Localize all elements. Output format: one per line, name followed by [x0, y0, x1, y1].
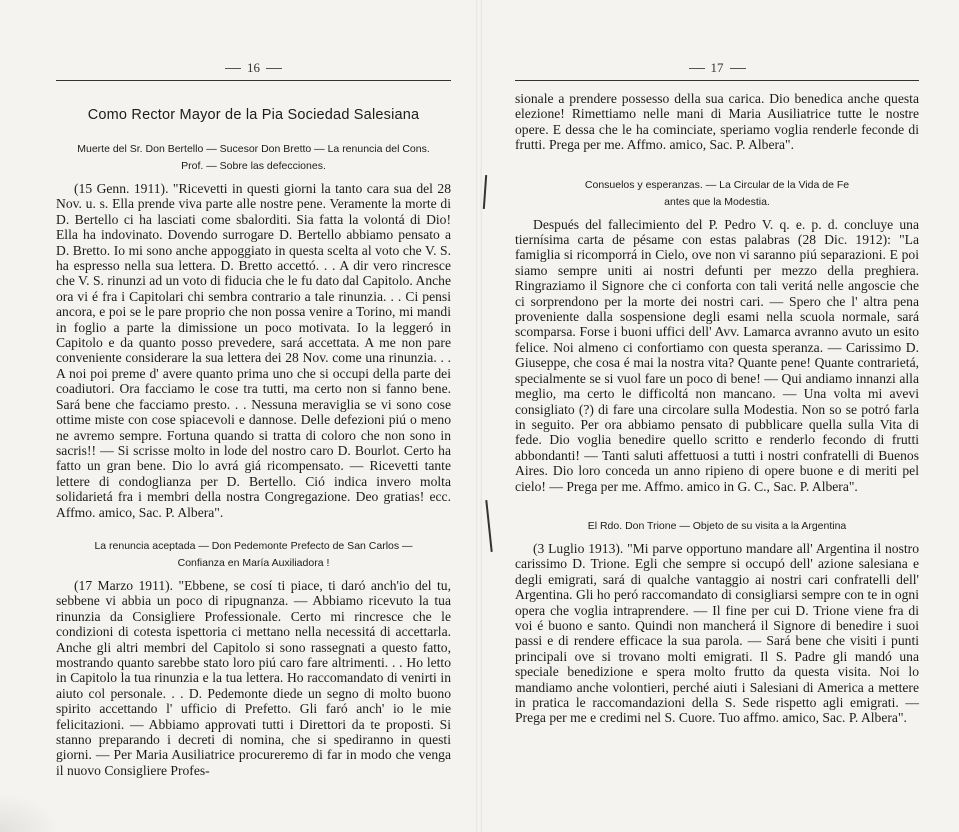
section-heading — [515, 177, 919, 211]
right-page-number: 17 — [710, 60, 724, 75]
folio-dash — [730, 68, 746, 69]
paper-stain — [0, 792, 60, 832]
section-heading — [56, 538, 451, 572]
section-heading-line: Consuelos y esperanzas. — La Circular de la Vida de Fe — [584, 178, 850, 191]
letter-paragraph: (3 Luglio 1913). "Mi parve opportuno mandare all' Argentina il nostro carissimo D. Trione. Egli che sempre si occupó dell' azione salesiana e degli emigrati, sará di qualche vantaggio ai nostri cari confratelli dell' Argentina. Gli ho peró raccomandato di consigliarsi sempre con te in ogni opera che voglia intraprendere. — Il fine per cui D. Trione viene fra di voi é buono e santo. Quindi non mancherá il Signore di benedire i suoi passi e di rendere efficace la sua parola. — Sará bene che visiti i punti principali ove si trovano molti emigrati. Il S. Padre gli mandó una speciale benedizione e spera molto frutto da questa visita. Noi lo mandiamo anche volontieri, perché aiuti i Salesiani di America a mettere in pratica le raccomandazioni della S. Sede rispetto agli emigrati. — Prega per me e credimi nel S. Cuore. Tuo affmo. amico, Sac. P. Albera". — [515, 540, 919, 726]
section-heading-line: El Rdo. Don Trione — Objeto de su visita a la Argentina — [587, 519, 847, 532]
right-page — [479, 0, 959, 832]
section-heading — [56, 141, 451, 175]
left-page-number: 16 — [247, 60, 260, 75]
right-page-folio — [515, 60, 919, 76]
folio-dash — [689, 68, 705, 69]
chapter-title: Como Rector Mayor de la Pia Sociedad Salesiana — [87, 107, 420, 123]
section-heading-line: Prof. — Sobre las defecciones. — [181, 160, 326, 172]
continuation-paragraph: sionale a prendere possesso della sua carica. Dio benedica anche questa elezione! Rimettiamo nelle mani di Maria Ausiliatrice tutte le nostre opere. E dessa che le ha cominciate, speriamo voglia renderle feconde di frutti. Prega per me. Affmo. amico, Sac. P. Albera". — [515, 91, 919, 153]
section-heading-line: Confianza en María Auxiliadora ! — [177, 556, 330, 569]
folio-dash — [225, 68, 241, 69]
section-heading-line: La renuncia aceptada — Don Pedemonte Prefecto de San Carlos — — [94, 539, 413, 552]
section-heading-line: Muerte del Sr. Don Bertello — Sucesor Don Bretto — La renuncia del Cons. — [77, 143, 430, 155]
left-page-folio — [56, 60, 451, 76]
folio-dash — [266, 68, 282, 69]
left-page — [0, 0, 479, 832]
letter-paragraph: Después del fallecimiento del P. Pedro V. q. e. p. d. concluye una tiernísima carta de pésame con estas palabras (28 Dic. 1912): "La famiglia si ricomporrá in Cielo, ove non vi saranno piú separazioni. E poi siamo sempre uniti ai nostri defunti per mezzo della preghiera. Ringraziamo il Signore che ci conforta con tali veritá nelle angoscie che ci sorprendono per la morte dei nostri cari. — Spero che l' altra pena proveniente dalla sospensione degli esami nella scuola normale, sará scomparsa. Forse i buoni uffici dell' Avv. Lamarca avranno avuto un esito felice. Noi almeno ci confortiamo con questa speranza. — Carissimo D. Giuseppe, che cosa é mai la nostra vita? Quante pene! Quante contrarietá, specialmente se si vuol fare un poco di bene! — Qui andiamo innanzi alla meglio, ma certo le difficoltá non mancano. — Una volta mi avevi consigliato (?) di fare una circolare sulla Modestia. Non so se potró farla in seguito. Per ora abbiamo pensato di pubblicare quella sulla Vita di fede. Dio voglia benedire quello scritto e renderlo fecondo di frutti abbondanti! — Tanti saluti affettuosi a tutti i nostri confratelli di Buenos Aires. Dio loro conceda un anno ripieno di opere buone e di meriti pel cielo! — Prega per me. Affmo. amico in G. C., Sac. P. Albera". — [515, 216, 919, 494]
header-rule — [56, 80, 451, 81]
letter-paragraph: (17 Marzo 1911). "Ebbene, se cosí ti piace, ti daró anch'io del tu, sebbene vi abbia un poco di ripugnanza. — Abbiamo ricevuto la tua rinunzia da Consigliere Professionale. Certo mi rincresce che le condizioni di cotesta ispettoria ci mettano nella necessitá di accettarla. Anche gli altri membri del Capitolo si sono rassegnati a questo fatto, mostrando quanto sarebbe stato loro piú caro fare altrimenti. . . Ho letto in Capitolo la tua rinunzia e la tua lettera. Ho raccomandato di venirti in aiuto col personale. . . D. Pedemonte diede un segno di molto buono spirito accettando l' ufficio di Prefetto. Gli faró anch' io le mie felicitazioni. — Abbiamo approvati tutti i Direttori da te proposti. Si stanno preparando i decreti di nomina, che si spediranno in questi giorni. — Per Maria Ausiliatrice procureremo di far in modo che venga il nuovo Consigliere Profes- — [56, 577, 451, 778]
letter-paragraph: (15 Genn. 1911). "Ricevetti in questi giorni la tanto cara sua del 28 Nov. u. s. Ella prende viva parte alle nostre pene. Veramente la morte di D. Bertello ci ha lasciati come sbalorditi. Sia fatta la volontá di Dio! Ella ha indovinato. Dovendo surrogare D. Bertello abbiamo pensato a D. Bretto. Io mi sono anche appoggiato in questa scelta al voto che V. S. ha espresso nella sua lettera. D. Bretto accettó. . . A dir vero rincresce che V. S. rinunzi ad un voto di fiducia che le fu dato dal Capitolo. Anche ora vi é fra i Capitolari chi sembra contrario a tale rinunzia. . . Ci pensi ancora, e poi se le pare proprio che non possa venire a Torino, mi mandi in foglio a parte la dimissione un poco motivata. Io la leggeró in Capitolo e da quanto posso prevedere, sará accettata. A me non pare conveniente considerare la sua lettera dei 28 Nov. come una rinunzia. . . A noi poi preme d' avere quanto prima uno che si occupi della parte dei coadiutori. Ora facciamo le cose tra tutti, ma certo non si fanno bene. Sará bene che facciamo presto. . . Nessuna meraviglia se vi sono cose ottime miste con cose spiacevoli e dannose. Delle defezioni piú o meno ne avremo sempre. Fortuna quando si tratta di coloro che non sono in sacris!! — Si scrisse molto in lode del nostro caro D. Bourlot. Certo ha fatto un gran bene. Dio lo avrá giá ricompensato. — Ricevetti tante lettere di condoglianza per D. Bertello. Ció indica invero molta solidarietá fra i membri della nostra Congregazione. Deo gratias! ecc. Affmo. amico, Sac. P. Albera". — [56, 181, 451, 520]
section-heading-line: antes que la Modestia. — [664, 195, 770, 208]
section-heading — [515, 518, 919, 535]
